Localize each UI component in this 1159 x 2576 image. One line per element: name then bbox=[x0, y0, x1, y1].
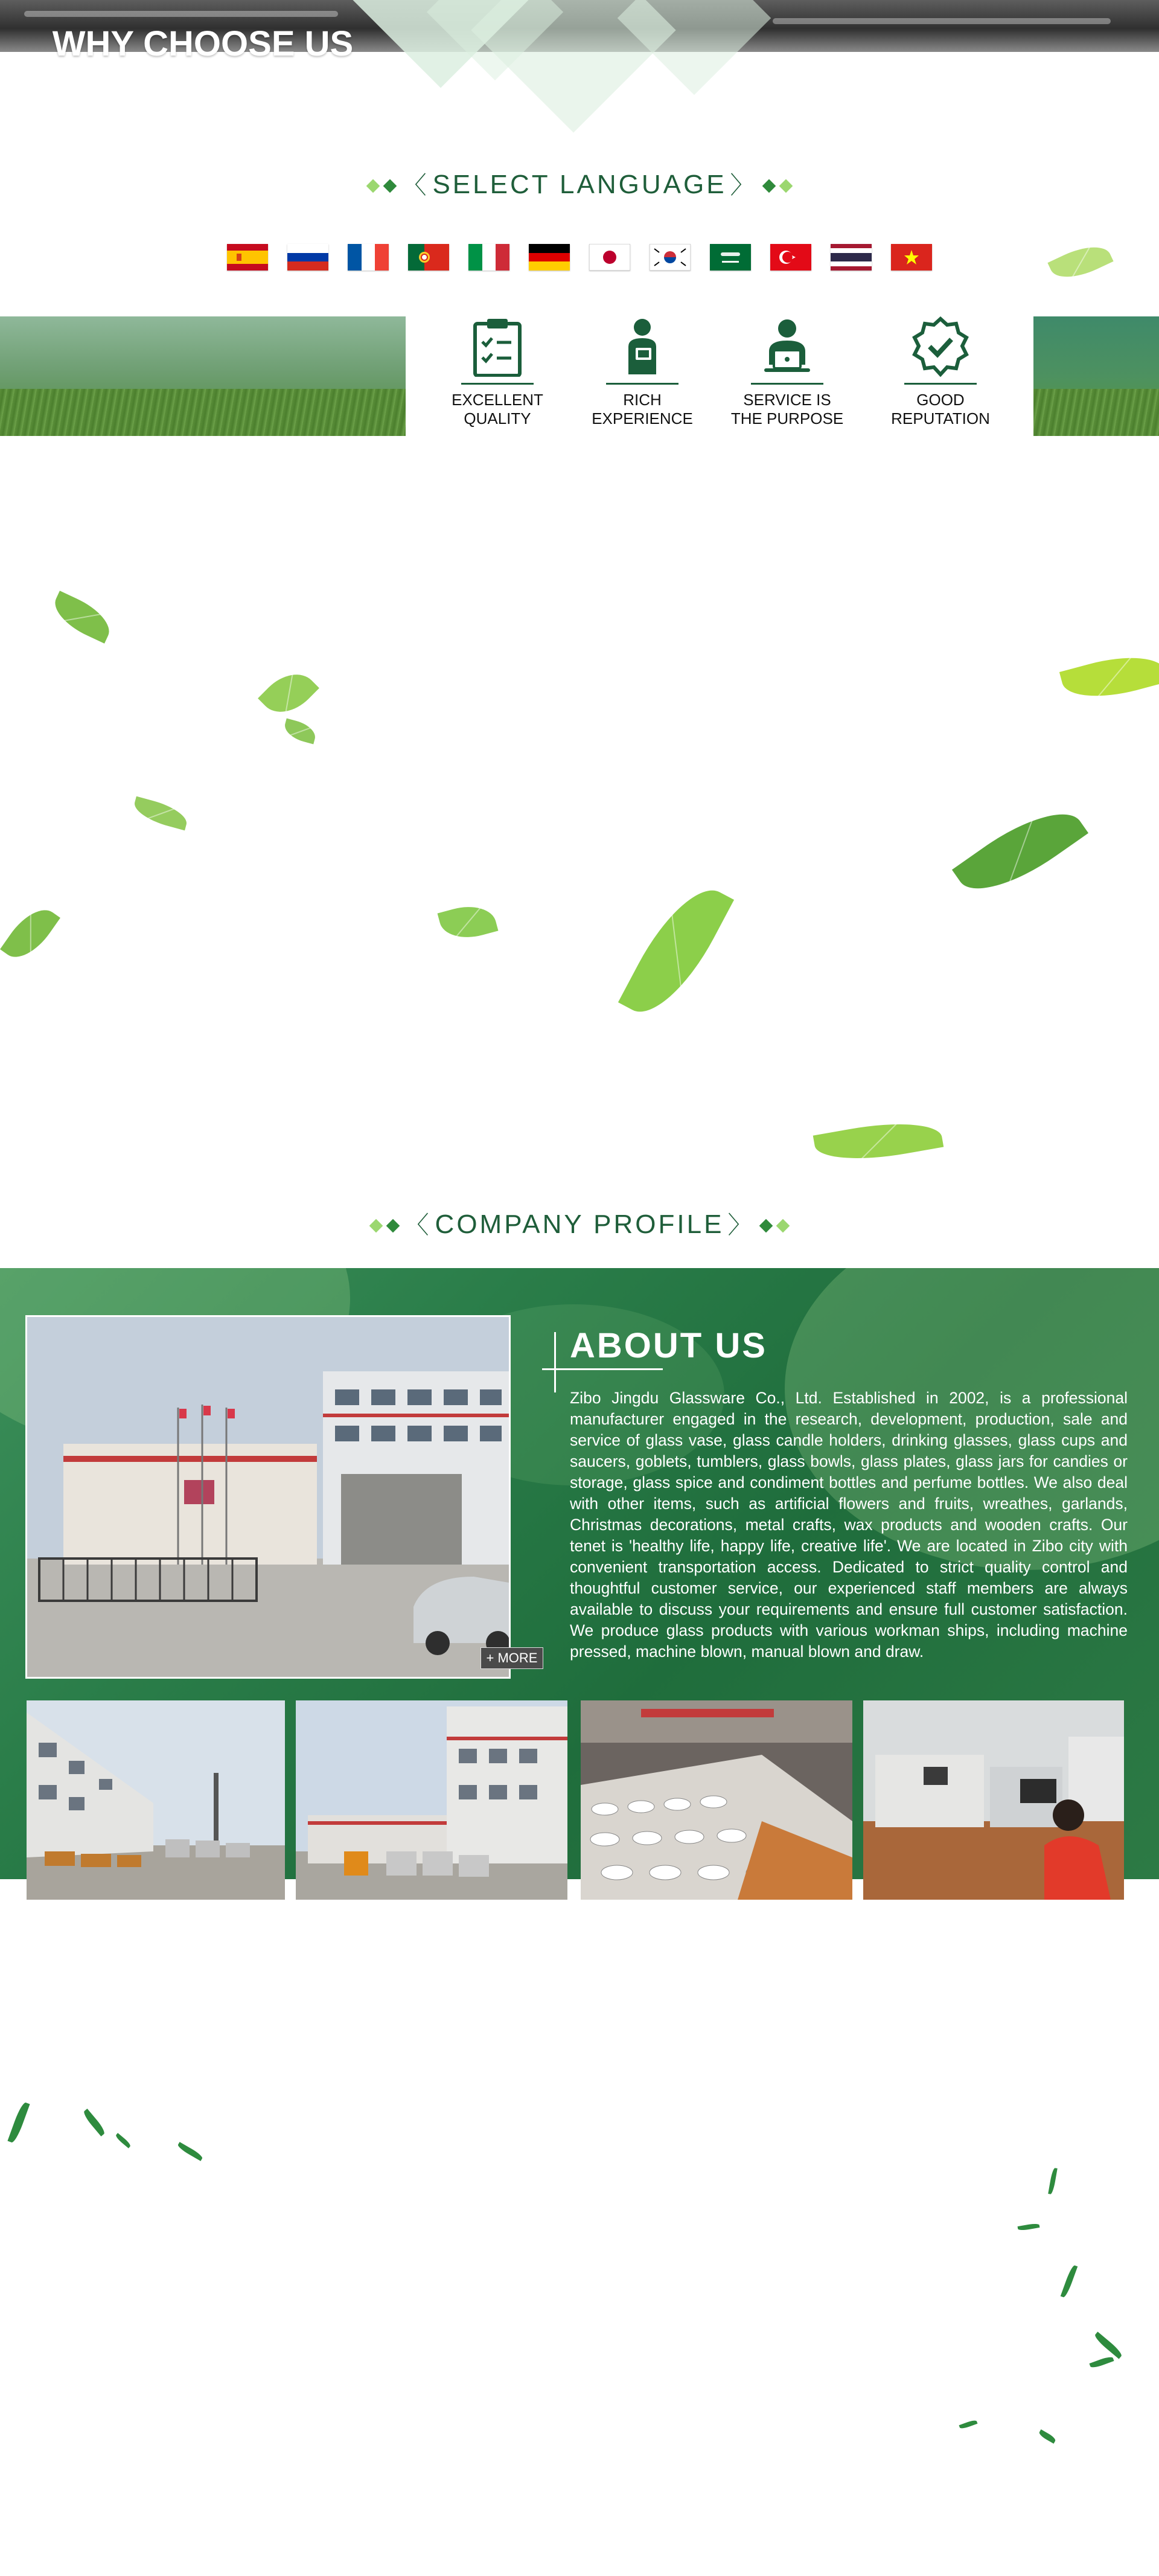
company-profile-title: COMPANY PROFILE bbox=[435, 1210, 724, 1239]
flag-france[interactable] bbox=[348, 244, 389, 271]
about-us-divider-vertical bbox=[554, 1332, 556, 1392]
factory-main-photo bbox=[25, 1315, 511, 1679]
select-language-title: SELECT LANGUAGE bbox=[432, 170, 727, 199]
person-laptop-icon bbox=[757, 316, 817, 377]
flag-south-korea[interactable] bbox=[650, 244, 691, 271]
leaf-decoration bbox=[813, 1113, 944, 1169]
feature-service-purpose bbox=[727, 316, 848, 437]
feature-label: SERVICE IS THE PURPOSE bbox=[730, 391, 844, 428]
leaf-decoration bbox=[952, 793, 1088, 909]
bamboo-leaf-decoration bbox=[81, 2109, 106, 2136]
summary-line: and enjoyed high reputation at home and abroad. bbox=[407, 1969, 752, 1987]
thumb-glass-production-line bbox=[581, 1700, 852, 1900]
about-us-title: ABOUT US bbox=[570, 1326, 767, 1365]
clipboard-checklist-icon bbox=[470, 316, 525, 377]
flag-japan[interactable] bbox=[589, 244, 630, 271]
leaf-decoration bbox=[282, 719, 318, 745]
badge-check-icon bbox=[910, 316, 971, 377]
bamboo-leaf-decoration bbox=[115, 2133, 132, 2148]
feature-label: GOOD REPUTATION bbox=[891, 391, 990, 428]
person-reading-icon bbox=[615, 316, 669, 377]
language-flag-row bbox=[227, 244, 932, 272]
summary-line: Our products are selling well around the world, such as e Europe, America and Japan etc. bbox=[268, 1991, 891, 2010]
about-us-divider bbox=[542, 1368, 663, 1370]
feature-excellent-quality bbox=[437, 316, 558, 437]
feature-label: RICH EXPERIENCE bbox=[592, 391, 693, 428]
flag-russia[interactable] bbox=[287, 244, 328, 271]
why-choose-us-banner bbox=[0, 316, 406, 436]
why-choose-us-arrows: >>> bbox=[171, 66, 234, 101]
about-us-text: Zibo Jingdu Glassware Co., Ltd. Established in 2002, is a professional manufacturer engaged in the research, development, production, sale and service of glass vase, glass candle holders, drinking glasses, glass cups and saucers, goblets, tumblers, glass bowls, glass plates, glass jars for candies or storage, glass spice and condiment bottles and perfume bottles. We also deal with other items, such as artificial flowers and fruits, wreathes, garlands, Christmas decorations, metal crafts, wax products and wooden crafts. Our tenet is 'healthy life, happy life, creative life'. We are located in Zibo city with convenient transportation access. Dedicated to strict quality control and thoughtful customer service, our experienced staff members are always available to discuss your requirements and ensure full customer satisfaction. We produce glass products with various workman ships, including machine pressed, machine blown, manual blown and draw. bbox=[570, 1389, 1128, 1661]
leaf-decoration bbox=[1047, 237, 1113, 287]
flag-saudi-arabia[interactable] bbox=[710, 244, 751, 271]
bamboo-leaf-decoration bbox=[1048, 2168, 1058, 2195]
flag-germany[interactable] bbox=[529, 244, 570, 271]
leaf-decoration bbox=[48, 591, 117, 643]
bamboo-leaf-decoration bbox=[177, 2142, 204, 2161]
feature-label: EXCELLENT QUALITY bbox=[452, 391, 543, 428]
bamboo-leaf-decoration bbox=[1093, 2331, 1124, 2359]
bamboo-leaf-decoration bbox=[959, 2419, 978, 2430]
bamboo-leaf-decoration bbox=[1038, 2429, 1057, 2444]
bamboo-leaf-decoration bbox=[1061, 2264, 1078, 2298]
flag-portugal[interactable] bbox=[408, 244, 449, 271]
why-choose-right-image bbox=[1033, 316, 1159, 436]
feature-good-reputation bbox=[880, 316, 1001, 437]
flag-turkey[interactable] bbox=[770, 244, 811, 271]
flag-vietnam[interactable] bbox=[891, 244, 932, 271]
bamboo-leaf-decoration bbox=[1018, 2223, 1040, 2231]
leaf-decoration bbox=[438, 899, 499, 944]
thumb-warehouse-yard bbox=[27, 1700, 285, 1900]
flag-spain[interactable] bbox=[227, 244, 268, 271]
leaf-decoration bbox=[258, 662, 319, 724]
summary-line: We will create a bright future with you through good quality, excellent reputation and prompt response. bbox=[225, 2014, 934, 2033]
select-language-heading: 〈 SELECT LANGUAGE 〉 bbox=[0, 167, 1159, 203]
leaf-decoration bbox=[618, 874, 734, 1028]
company-profile-summary bbox=[0, 1920, 1159, 2058]
feature-rich-experience bbox=[582, 316, 703, 437]
more-button[interactable]: + MORE bbox=[481, 1647, 543, 1669]
summary-line: If you have any request, please feel free to contact us. bbox=[391, 2037, 768, 2055]
flag-italy[interactable] bbox=[468, 244, 509, 271]
flag-thailand[interactable] bbox=[831, 244, 872, 271]
thumb-office-staff bbox=[863, 1700, 1124, 1900]
why-choose-us-title: WHY CHOOSE US bbox=[52, 24, 354, 63]
leaf-decoration bbox=[0, 900, 60, 967]
company-profile-heading: 〈 COMPANY PROFILE 〉 bbox=[0, 1206, 1159, 1243]
profile-notch bbox=[558, 1900, 604, 1913]
leaf-decoration bbox=[131, 796, 190, 831]
thumb-factory-forklift bbox=[296, 1700, 567, 1900]
bamboo-leaf-decoration bbox=[7, 2101, 30, 2144]
bamboo-leaf-decoration bbox=[1089, 2355, 1114, 2369]
leaf-decoration bbox=[1059, 646, 1159, 708]
summary-line: your requirements and ensure full customer satisfaction, we not only have stable domestic market, but also exported to many foreign countries, bbox=[83, 1946, 1076, 1964]
summary-line: Dedicated to strict quality control and thoughtful customer service, our experienced staff members are always available to discuss bbox=[130, 1923, 1029, 1941]
